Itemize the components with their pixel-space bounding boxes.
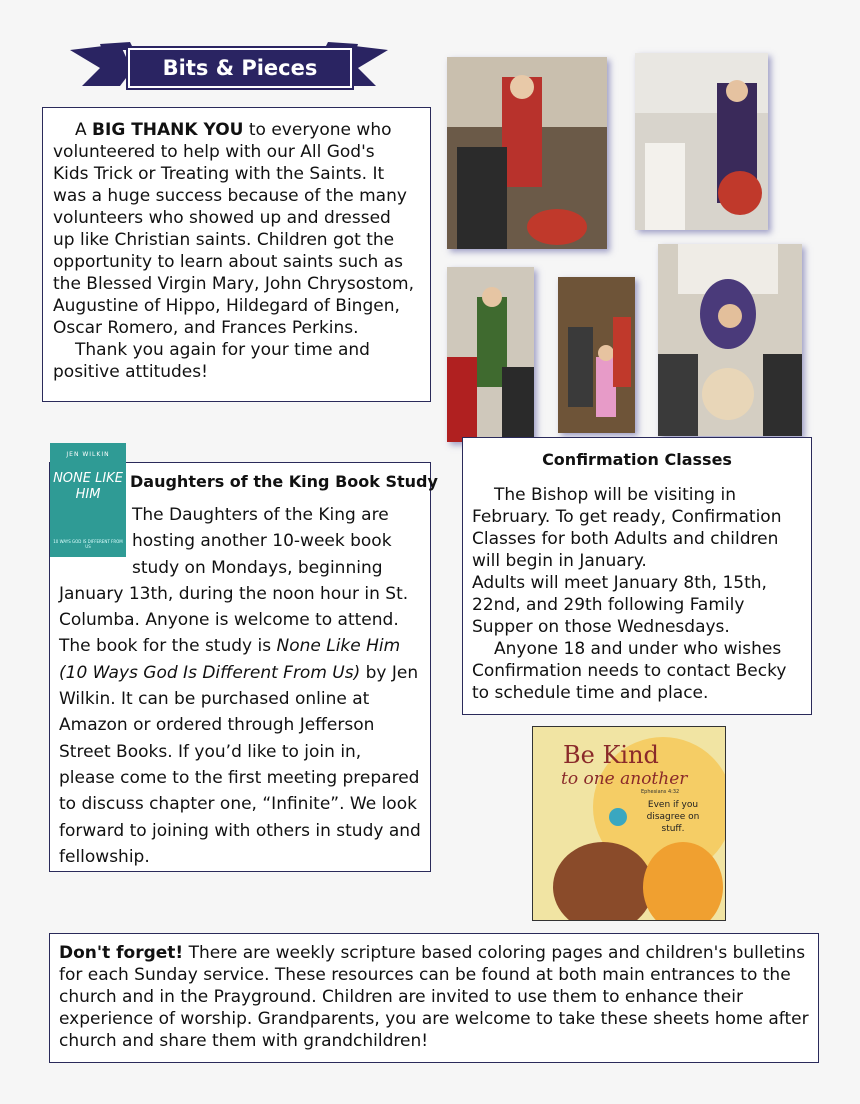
poster-line1: Be Kind: [563, 741, 659, 769]
photo-kids-door: [558, 277, 635, 433]
thank-closing: Thank you again for your time and positive attitudes!: [53, 340, 370, 382]
cover-spacer: [59, 502, 132, 579]
confirmation-heading: Confirmation Classes: [542, 450, 732, 469]
reminder-text: [59, 942, 811, 1052]
confirmation-p2: Adults will meet January 8th, 15th, 22nd, and 29th following Family Supper on those Wednesdays.: [472, 573, 767, 637]
poster-line2: to one another: [561, 769, 688, 789]
book-study-heading: Daughters of the King Book Study: [130, 472, 438, 491]
photo-saint-robe: [635, 53, 768, 230]
book-study-text: [59, 502, 421, 870]
reminder-body: There are weekly scripture based coloring pages and children's bulletins for each Sunday service. These resources can be found at both main entrances to the church and in the Prayground. Children are invited to use them to enhance their experience of worship. Grandparents, you are welcome to take these sheets home after church and share them with grandchildren!: [59, 943, 809, 1051]
poster-ref: Ephesians 4:32: [641, 789, 680, 795]
photo-saint-veil: [658, 244, 802, 436]
reminder-bold: Don't forget!: [59, 943, 184, 963]
thank-body: to everyone who volunteered to help with our All God's Kids Trick or Treating with the Saints. It was a huge success because of the many volunteers who showed up and dressed up like Christian saints. Children got the opportunity to learn about saints such as the Blessed Virgin Mary, John Chrysostom, Augustine of Hippo, Hildegard of Bingen, Oscar Romero, and Frances Perkins.: [53, 120, 415, 338]
section-banner: [70, 40, 388, 92]
confirmation-box: [462, 437, 812, 715]
book-title-italic: None Like Him (10 Ways God Is Different From Us): [59, 636, 401, 683]
banner-title: Bits & Pieces: [128, 48, 352, 88]
photo-image: [635, 53, 768, 230]
book-study-body-1: The Daughters of the King are hosting another 10-week book study on Mondays, beginning January 13th, during the noon hour in St. Columba. Anyone is welcome to attend. The book for the study is: [59, 505, 409, 657]
photo-saint-bishop: [447, 57, 607, 249]
thank-you-text: [53, 119, 415, 383]
poster-line3: Even if you disagree on stuff.: [646, 800, 700, 834]
photo-image: [558, 277, 635, 433]
photo-image: [658, 244, 802, 436]
book-study-body-2: by Jen Wilkin. It can be purchased online at Amazon or ordered through Jefferson Street Books. If you’d like to join in, please come to the first meeting prepared to discuss chapter one, “Infinite”. We look forward to joining with others in study and fellowship.: [59, 662, 421, 867]
thank-you-box: [42, 107, 431, 402]
be-kind-poster: [532, 726, 726, 921]
confirmation-text: [472, 484, 807, 704]
confirmation-p1: The Bishop will be visiting in February. To get ready, Confirmation Classes for both Adults and children will begin in January.: [472, 485, 782, 571]
thank-bold: BIG THANK YOU: [92, 120, 244, 140]
book-cover-title: NONE LIKE HIM: [53, 471, 123, 502]
photo-image: [447, 267, 534, 442]
book-cover-subtitle: 10 WAYS GOD IS DIFFERENT FROM US: [53, 539, 123, 549]
photo-image: [447, 57, 607, 249]
photo-kids-hallway: [447, 267, 534, 442]
book-cover-author: JEN WILKIN: [66, 451, 110, 458]
thank-lead: A: [75, 120, 93, 140]
confirmation-p3: Anyone 18 and under who wishes Confirmation needs to contact Becky to schedule time and place.: [472, 639, 787, 703]
reminder-box: [49, 933, 819, 1063]
